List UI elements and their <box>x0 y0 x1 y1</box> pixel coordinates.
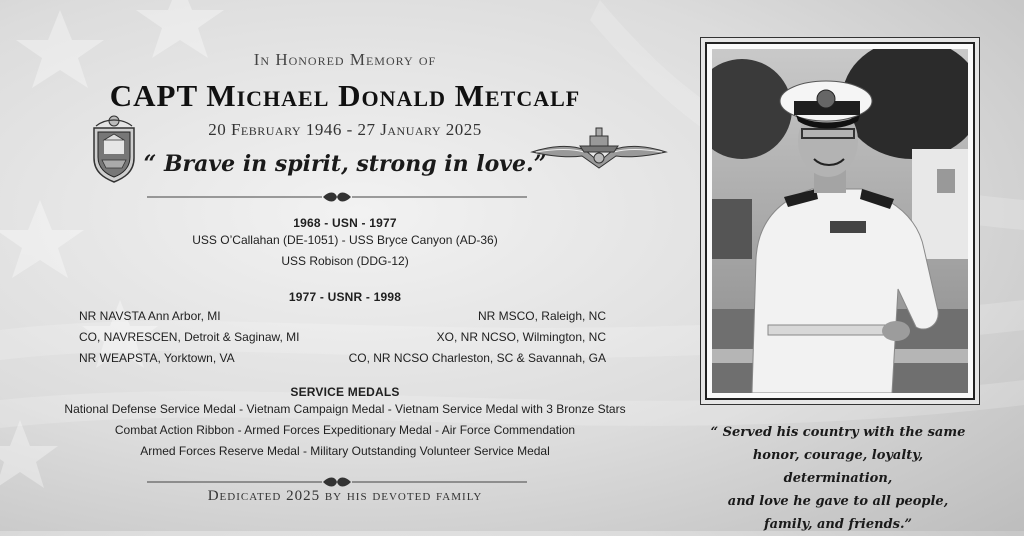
naval-academy-seal-icon <box>88 114 140 184</box>
usn-title: 1968 - USN - 1977 <box>293 216 397 230</box>
life-dates: 20 February 1946 - 27 January 2025 <box>208 120 482 139</box>
medals-line: Combat Action Ribbon - Armed Forces Expeditionary Medal - Air Force Commendation <box>114 423 576 437</box>
honoree-name: CAPT Michael Donald Metcalf <box>109 78 581 113</box>
ornamental-divider <box>147 476 527 488</box>
usn-line: USS Robison (DDG-12) <box>281 254 409 268</box>
usnr-right-column <box>349 306 606 369</box>
in-memory-heading: In Honored Memory of <box>253 50 437 69</box>
surface-warfare-insignia-icon <box>530 124 668 170</box>
motto: “ Brave in spirit, strong in love.” <box>143 151 547 177</box>
medals-line: National Defense Service Medal - Vietnam Campaign Medal - Vietnam Service Medal with 3 Bronze Stars <box>64 402 626 416</box>
usnr-left-column <box>79 306 300 369</box>
dedication-line: Dedicated 2025 by his devoted family <box>207 488 483 504</box>
tribute-quote <box>700 421 976 536</box>
usnr-line: XO, NR NCSO, Wilmington, NC <box>436 330 606 344</box>
service-medals-section <box>0 385 690 462</box>
quote-line: honor, courage, loyalty, determination, <box>752 448 924 486</box>
medals-title: SERVICE MEDALS <box>290 385 400 399</box>
quote-line: family, and friends.” <box>763 517 912 532</box>
usn-section <box>0 216 690 272</box>
usnr-line: CO, NAVRESCEN, Detroit & Saginaw, MI <box>79 330 300 344</box>
usnr-line: NR WEAPSTA, Yorktown, VA <box>79 351 235 365</box>
usnr-title: 1977 - USNR - 1998 <box>288 290 402 304</box>
usnr-line: NR MSCO, Raleigh, NC <box>477 309 606 323</box>
ornamental-divider <box>147 191 527 203</box>
quote-line: and love he gave to all people, <box>727 494 949 509</box>
usnr-line: CO, NR NCSO Charleston, SC & Savannah, GA <box>348 351 606 365</box>
usn-line: USS O’Callahan (DE-1051) - USS Bryce Canyon (AD-36) <box>192 233 498 247</box>
quote-line: “ Served his country with the same <box>710 425 966 440</box>
portrait-photo-frame <box>705 42 975 400</box>
medals-line: Armed Forces Reserve Medal - Military Outstanding Volunteer Service Medal <box>140 444 550 458</box>
portrait-photo <box>712 49 968 393</box>
usnr-line: NR NAVSTA Ann Arbor, MI <box>79 309 221 323</box>
